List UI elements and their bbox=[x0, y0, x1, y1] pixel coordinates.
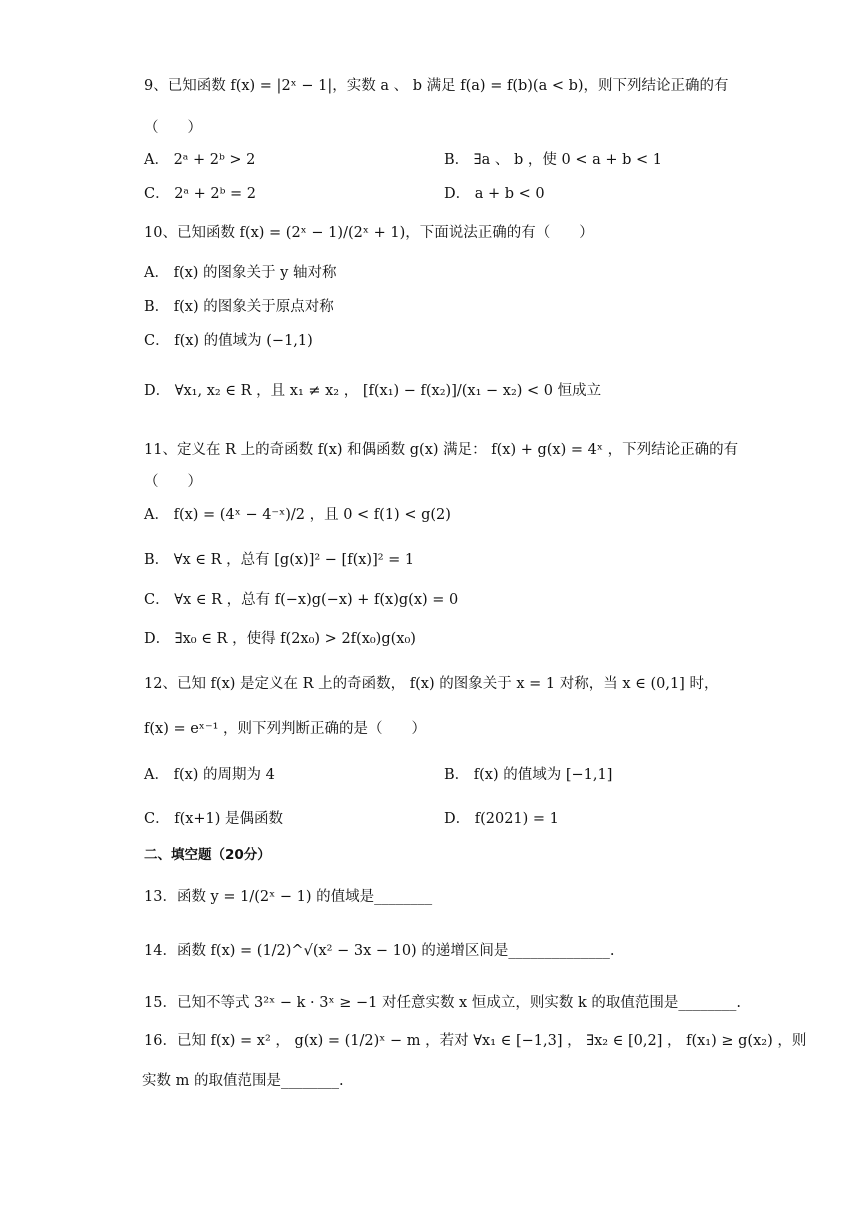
q13-stem: 13．函数 y = 1/(2ˣ − 1) 的值域是________ bbox=[144, 889, 433, 905]
q16-stem: 16．已知 f(x) = x² ， g(x) = (1/2)ˣ − m ，若对 ∀x₁ ∈ [−1,3] ， ∃x₂ ∈ [0,2] ， f(x₁) ≥ g(x₂) ，则 bbox=[144, 1033, 807, 1049]
q11-option-d: D． ∃x₀ ∈ R ，使得 f(2x₀) > 2f(x₀)g(x₀) bbox=[144, 631, 416, 647]
q12-option-d: D． f(2021) = 1 bbox=[444, 811, 559, 827]
q9-option-c: C． 2ᵃ + 2ᵇ = 2 bbox=[144, 186, 257, 202]
q12-option-a: A． f(x) 的周期为 4 bbox=[144, 767, 275, 783]
q11-option-a: A． f(x) = (4ˣ − 4⁻ˣ)/2 ，且 0 < f(1) < g(2) bbox=[144, 507, 451, 523]
q11-option-c: C． ∀x ∈ R ，总有 f(−x)g(−x) + f(x)g(x) = 0 bbox=[144, 592, 459, 608]
q10-stem: 10、已知函数 f(x) = (2ˣ − 1)/(2ˣ + 1)，下面说法正确的有（ ） bbox=[144, 225, 594, 241]
q12-stem: 12、已知 f(x) 是定义在 R 上的奇函数， f(x) 的图象关于 x = 1 对称，当 x ∈ (0,1] 时， bbox=[144, 676, 719, 692]
q9-stem: 9、已知函数 f(x) = |2ˣ − 1|，实数 a 、 b 满足 f(a) = f(b)(a < b)，则下列结论正确的有 bbox=[144, 78, 729, 94]
q14-stem: 14．函数 f(x) = (1/2)^√(x² − 3x − 10) 的递增区间是______________. bbox=[144, 943, 615, 959]
q10-option-a: A． f(x) 的图象关于 y 轴对称 bbox=[144, 265, 337, 281]
q12-option-b: B． f(x) 的值域为 [−1,1] bbox=[444, 767, 613, 783]
q10-option-c: C． f(x) 的值域为 (−1,1) bbox=[144, 333, 313, 349]
section-fill-in-title: 二、填空题（20分） bbox=[144, 847, 271, 863]
q16-stem-cont: 实数 m 的取值范围是________. bbox=[142, 1073, 344, 1089]
q11-option-b: B． ∀x ∈ R ，总有 [g(x)]² − [f(x)]² = 1 bbox=[144, 552, 415, 568]
q10-option-b: B． f(x) 的图象关于原点对称 bbox=[144, 299, 334, 315]
q15-stem: 15．已知不等式 3²ˣ − k · 3ˣ ≥ −1 对任意实数 x 恒成立，则实数 k 的取值范围是________. bbox=[144, 995, 741, 1011]
q12-option-c: C． f(x+1) 是偶函数 bbox=[144, 811, 284, 827]
q9-option-b: B． ∃a 、 b ，使 0 < a + b < 1 bbox=[444, 152, 662, 168]
q9-paren: （ ） bbox=[144, 120, 202, 136]
q9-option-d: D． a + b < 0 bbox=[444, 186, 545, 202]
q11-stem: 11、定义在 R 上的奇函数 f(x) 和偶函数 g(x) 满足： f(x) + g(x) = 4ˣ ，下列结论正确的有 bbox=[144, 442, 739, 458]
q9-option-a: A． 2ᵃ + 2ᵇ > 2 bbox=[144, 152, 256, 168]
q10-option-d: D． ∀x₁, x₂ ∈ R ，且 x₁ ≠ x₂ ， [f(x₁) − f(x₂)]/(x₁ − x₂) < 0 恒成立 bbox=[144, 383, 602, 399]
q11-paren: （ ） bbox=[144, 474, 202, 490]
q12-stem-cont: f(x) = eˣ⁻¹ ，则下列判断正确的是（ ） bbox=[144, 721, 427, 737]
